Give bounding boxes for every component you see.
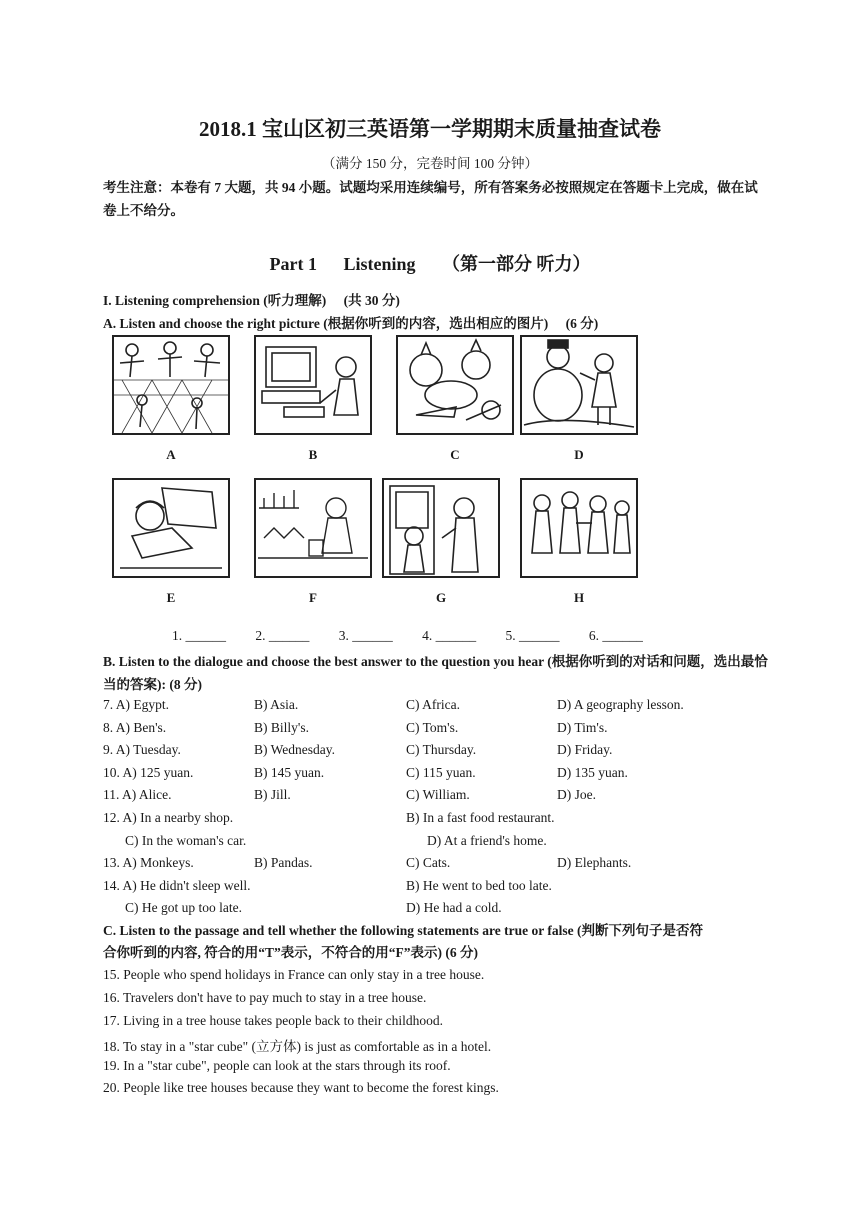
section-a-score: (6 分): [565, 316, 599, 331]
picture-label-d: D: [574, 447, 584, 462]
q10-a: 10. A) 125 yuan.: [103, 765, 194, 780]
statement-16: 16. Travelers don't have to pay much to stay in a tree house.: [103, 990, 427, 1005]
q12-d: D) At a friend's home.: [427, 833, 547, 848]
exam-title: 2018.1 宝山区初三英语第一学期期末质量抽查试卷: [199, 117, 661, 141]
picture-grid: [112, 335, 652, 610]
q7-c: C) Africa.: [406, 697, 460, 712]
q10-d: D) 135 yuan.: [557, 765, 628, 780]
picture-h: [520, 478, 638, 578]
q8-c: C) Tom's.: [406, 720, 459, 735]
q11-a: 11. A) Alice.: [103, 787, 172, 802]
statement-20: 20. People like tree houses because they want to become the forest kings.: [103, 1080, 499, 1095]
picture-d: [520, 335, 638, 435]
q9-c: C) Thursday.: [406, 742, 477, 757]
answer-blank-2[interactable]: 2. ______: [255, 628, 310, 643]
picture-g: [382, 478, 500, 578]
q10-c: C) 115 yuan.: [406, 765, 476, 780]
q12-b: B) In a fast food restaurant.: [406, 810, 555, 825]
section-a-title: A. Listen and choose the right picture (根据你听到的内容，选出相应的图片): [103, 316, 549, 331]
picture-label-h: H: [573, 590, 585, 605]
section-i-title: I. Listening comprehension (听力理解): [103, 293, 327, 308]
q7-a: 7. A) Egypt.: [103, 697, 169, 712]
picture-label-g: G: [435, 590, 447, 605]
answer-blank-3[interactable]: 3. ______: [338, 628, 393, 643]
part-name: Listening: [343, 254, 416, 274]
answer-blank-1[interactable]: 1. ______: [172, 628, 226, 643]
q13-c: C) Cats.: [406, 855, 451, 870]
picture-e: [112, 478, 230, 578]
q13-a: 13. A) Monkeys.: [103, 855, 194, 870]
answer-blank-5[interactable]: 5. ______: [505, 628, 560, 643]
q14-c: C) He got up too late.: [125, 900, 242, 915]
picture-label-f: F: [309, 590, 317, 605]
statement-19: 19. In a "star cube", people can look at the stars through its roof.: [103, 1058, 451, 1073]
q7-b: B) Asia.: [254, 697, 299, 712]
answer-blank-6[interactable]: 6. ______: [588, 628, 643, 643]
q7-d: D) A geography lesson.: [557, 697, 684, 712]
q14-b: B) He went to bed too late.: [406, 878, 552, 893]
statement-17: 17. Living in a tree house takes people back to their childhood.: [103, 1013, 444, 1028]
answer-blank-4[interactable]: 4. ______: [422, 628, 477, 643]
section-c-title: C. Listen to the passage and tell whether the following statements are true or false (判断下列句子是否符合你听到的内容, 符合的用“T”表示，不符合的用“F”表示) (6 分): [103, 923, 703, 960]
section-i-score: (共 30 分): [343, 293, 400, 308]
q12-c: C) In the woman's car.: [125, 833, 247, 848]
part-cn: （第一部分 听力）: [442, 254, 591, 274]
q11-d: D) Joe.: [557, 787, 596, 802]
picture-label-b: B: [308, 447, 318, 462]
exam-subtitle: （满分 150 分，完卷时间 100 分钟）: [322, 156, 538, 171]
q8-a: 8. A) Ben's.: [103, 720, 167, 735]
q11-c: C) William.: [406, 787, 470, 802]
section-i-heading: [103, 289, 400, 309]
picture-label-e: E: [166, 590, 176, 605]
part-title: [0, 250, 860, 276]
picture-f: [254, 478, 372, 578]
statement-15: 15. People who spend holidays in France can only stay in a tree house.: [103, 967, 485, 982]
picture-label-a: A: [166, 447, 176, 462]
exam-notice: 考生注意：本卷有 7 大题，共 94 小题。试题均采用连续编号，所有答案务必按照规定在答题卡上完成，做在试卷上不给分。: [103, 180, 758, 218]
q13-b: B) Pandas.: [254, 855, 313, 870]
q14-d: D) He had a cold.: [406, 900, 502, 915]
section-a-heading: [103, 312, 598, 332]
q13-d: D) Elephants.: [557, 855, 632, 870]
q9-b: B) Wednesday.: [254, 742, 336, 757]
part-label: Part 1: [269, 254, 317, 274]
q10-b: B) 145 yuan.: [254, 765, 325, 780]
q9-a: 9. A) Tuesday.: [103, 742, 181, 757]
q12-a: 12. A) In a nearby shop.: [103, 810, 234, 825]
q11-b: B) Jill.: [254, 787, 291, 802]
picture-b: [254, 335, 372, 435]
answer-blanks: [172, 628, 669, 644]
q9-d: D) Friday.: [557, 742, 613, 757]
section-b-title: B. Listen to the dialogue and choose the best answer to the question you hear (根据你听到的对话和问题，选出最恰当的答案): (8 分): [103, 654, 768, 692]
q8-b: B) Billy's.: [254, 720, 309, 735]
statement-18: 18. To stay in a "star cube" (立方体) is just as comfortable as in a hotel.: [103, 1039, 492, 1054]
picture-label-c: C: [450, 447, 460, 462]
picture-c: [396, 335, 514, 435]
picture-a: [112, 335, 230, 435]
q8-d: D) Tim's.: [557, 720, 608, 735]
q14-a: 14. A) He didn't sleep well.: [103, 878, 251, 893]
